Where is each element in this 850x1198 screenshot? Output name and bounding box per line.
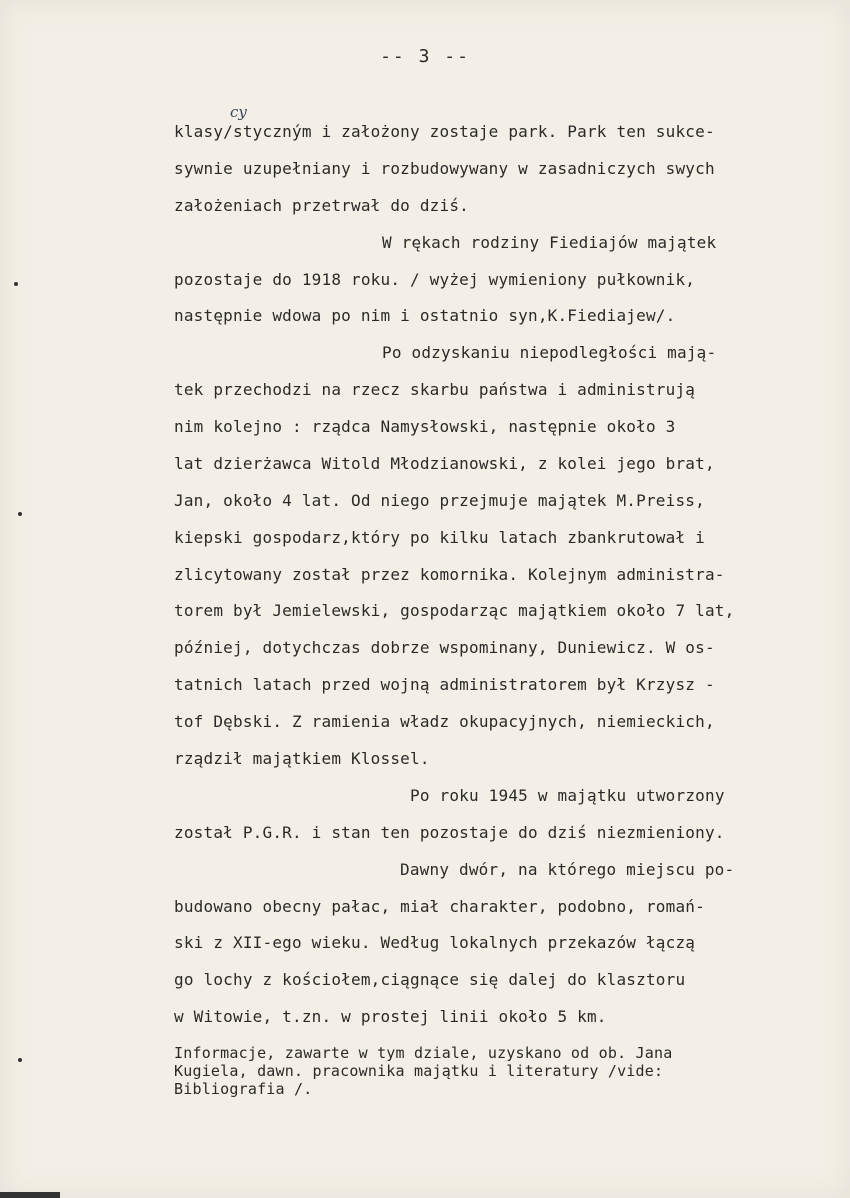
text-line: później, dotychczas dobrze wspominany, Duniewicz. W os-: [174, 638, 715, 657]
footnote-line: Bibliografia /.: [174, 1080, 313, 1098]
punch-mark: [18, 1058, 22, 1062]
text-line: torem był Jemielewski, gospodarząc majątkiem około 7 lat,: [174, 601, 735, 620]
text-line: kiepski gospodarz,który po kilku latach zbankrutował i: [174, 528, 705, 547]
text-line: W rękach rodziny Fiediajów majątek: [382, 233, 717, 252]
text-line: klasy/styczným i założony zostaje park. Park ten sukce-: [174, 122, 715, 141]
text-line: Po odzyskaniu niepodległości mają-: [382, 343, 717, 362]
page-number: -- 3 --: [380, 46, 470, 67]
text-line: ski z XII-ego wieku. Według lokalnych przekazów łączą: [174, 933, 696, 952]
text-line: tek przechodzi na rzecz skarbu państwa i administrują: [174, 380, 696, 399]
text-line: sywnie uzupełniany i rozbudowywany w zasadniczych swych: [174, 159, 715, 178]
text-line: w Witowie, t.zn. w prostej linii około 5 km.: [174, 1007, 607, 1026]
text-line: został P.G.R. i stan ten pozostaje do dziś niezmieniony.: [174, 823, 725, 842]
footnote-line: Informacje, zawarte w tym dziale, uzyskano od ob. Jana: [174, 1044, 673, 1062]
text-line: lat dzierżawca Witold Młodzianowski, z kolei jego brat,: [174, 454, 715, 473]
handwritten-correction: cy: [230, 103, 247, 121]
scan-edge: [0, 1192, 60, 1198]
punch-mark: [18, 512, 22, 516]
text-line: nim kolejno : rządca Namysłowski, następnie około 3: [174, 417, 676, 436]
text-line: pozostaje do 1918 roku. / wyżej wymieniony pułkownik,: [174, 270, 696, 289]
text-line: Dawny dwór, na którego miejscu po-: [400, 860, 735, 879]
text-line: założeniach przetrwał do dziś.: [174, 196, 469, 215]
punch-mark: [14, 282, 18, 286]
text-line: go lochy z kościołem,ciągnące się dalej do klasztoru: [174, 970, 686, 989]
footnote-line: Kugiela, dawn. pracownika majątku i literatury /vide:: [174, 1062, 664, 1080]
text-line: następnie wdowa po nim i ostatnio syn,K.Fiediajew/.: [174, 306, 676, 325]
text-line: Jan, około 4 lat. Od niego przejmuje majątek M.Preiss,: [174, 491, 705, 510]
text-line: Po roku 1945 w majątku utworzony: [410, 786, 725, 805]
text-line: rządził majątkiem Klossel.: [174, 749, 430, 768]
text-line: tatnich latach przed wojną administratorem był Krzysz -: [174, 675, 715, 694]
text-line: tof Dębski. Z ramienia władz okupacyjnych, niemieckich,: [174, 712, 715, 731]
text-line: zlicytowany został przez komornika. Kolejnym administra-: [174, 565, 725, 584]
text-line: budowano obecny pałac, miał charakter, podobno, romań-: [174, 897, 705, 916]
